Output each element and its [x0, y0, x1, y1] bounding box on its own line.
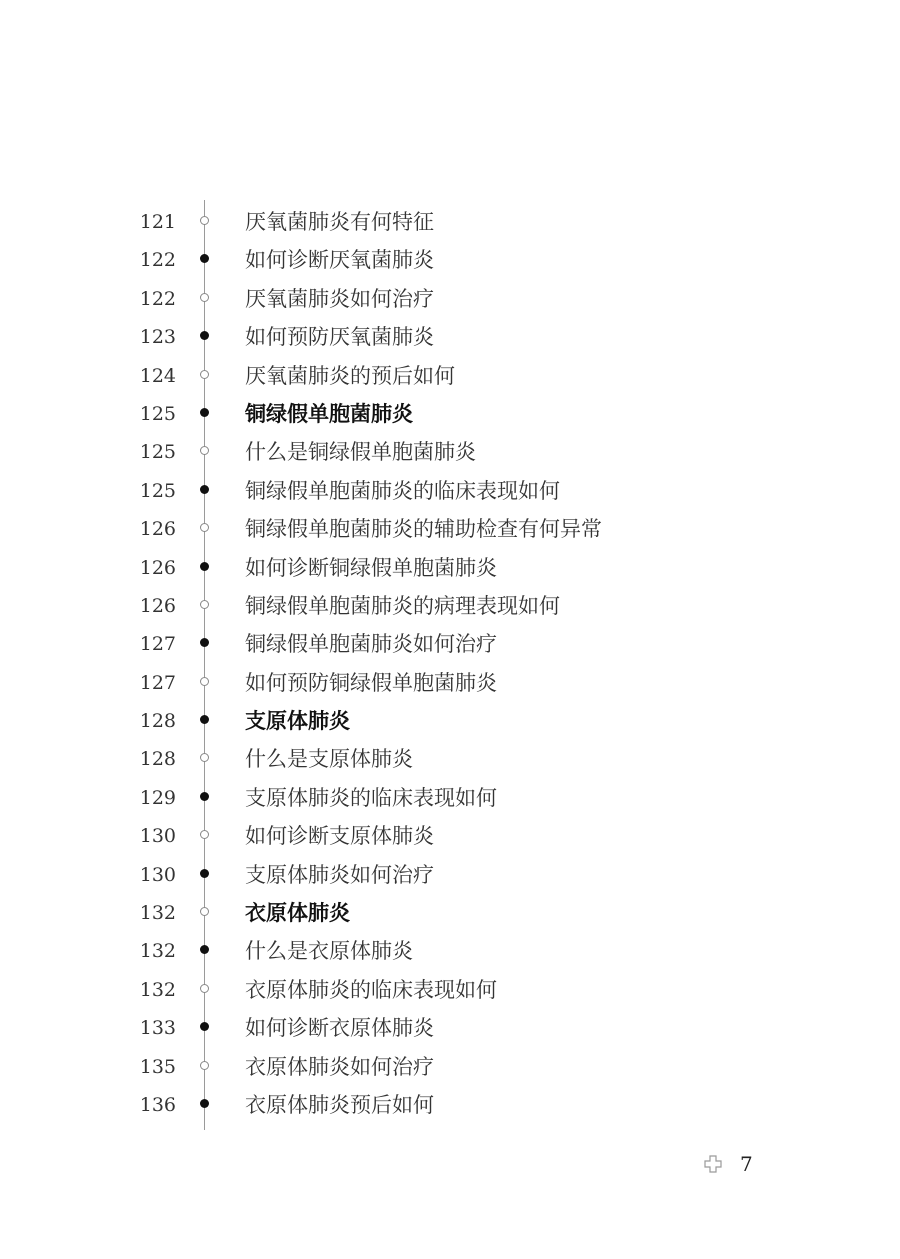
- entry-title: 铜绿假单胞菌肺炎的辅助检查有何异常: [245, 517, 602, 542]
- entry-title: 衣原体肺炎预后如何: [245, 1092, 434, 1117]
- open-dot-icon: [200, 753, 209, 762]
- toc-page-number: 127: [139, 671, 176, 694]
- entry-title: 厌氧菌肺炎如何治疗: [245, 286, 434, 311]
- entry-title: 衣原体肺炎如何治疗: [245, 1054, 434, 1079]
- toc-entry[interactable]: [0, 241, 900, 279]
- open-dot-icon: [200, 830, 209, 839]
- open-dot-icon: [200, 907, 209, 916]
- entry-title: 什么是铜绿假单胞菌肺炎: [245, 440, 476, 465]
- toc-entry[interactable]: [0, 664, 900, 702]
- toc-entry[interactable]: [0, 971, 900, 1009]
- entry-title: 厌氧菌肺炎的预后如何: [245, 363, 455, 388]
- toc-page-number: 122: [139, 287, 176, 310]
- entry-title: 支原体肺炎的临床表现如何: [245, 785, 497, 810]
- toc-page-number: 125: [139, 402, 176, 425]
- toc-page-number: 121: [139, 211, 176, 233]
- toc-page-number: 130: [139, 825, 176, 848]
- entry-title: 厌氧菌肺炎有何特征: [245, 210, 434, 234]
- entry-title: 如何诊断衣原体肺炎: [245, 1016, 434, 1041]
- open-dot-icon: [200, 446, 209, 455]
- toc-entry[interactable]: [0, 433, 900, 471]
- open-dot-icon: [200, 293, 209, 302]
- toc-page-number: 132: [139, 978, 176, 1001]
- filled-dot-icon: [200, 715, 209, 724]
- open-dot-icon: [200, 523, 209, 532]
- toc-page-number: 125: [139, 479, 176, 502]
- open-dot-icon: [200, 216, 209, 225]
- entry-title: 衣原体肺炎的临床表现如何: [245, 977, 497, 1002]
- entry-title: 如何诊断厌氧菌肺炎: [245, 248, 434, 273]
- toc-entry[interactable]: [0, 932, 900, 970]
- toc-entry[interactable]: [0, 779, 900, 817]
- toc-entry[interactable]: [0, 587, 900, 625]
- toc-entry[interactable]: [0, 817, 900, 855]
- toc-page-number: 128: [139, 748, 176, 771]
- toc-page-number: 135: [139, 1055, 176, 1078]
- open-dot-icon: [200, 1061, 209, 1070]
- section-title: 衣原体肺炎: [245, 901, 350, 926]
- filled-dot-icon: [200, 638, 209, 647]
- table-of-contents: [0, 203, 900, 1124]
- toc-page-number: 126: [139, 556, 176, 579]
- toc-page-number: 128: [139, 710, 176, 733]
- entry-title: 支原体肺炎如何治疗: [245, 862, 434, 887]
- filled-dot-icon: [200, 331, 209, 340]
- open-dot-icon: [200, 370, 209, 379]
- toc-entry[interactable]: [0, 740, 900, 778]
- filled-dot-icon: [200, 562, 209, 571]
- toc-page-number: 127: [139, 633, 176, 656]
- filled-dot-icon: [200, 254, 209, 263]
- toc-entry[interactable]: [0, 472, 900, 510]
- toc-page-number: 122: [139, 249, 176, 272]
- entry-title: 如何诊断支原体肺炎: [245, 824, 434, 849]
- toc-entry[interactable]: [0, 549, 900, 587]
- entry-title: 铜绿假单胞菌肺炎如何治疗: [245, 632, 497, 657]
- toc-entry[interactable]: [0, 1048, 900, 1086]
- entry-title: 铜绿假单胞菌肺炎的病理表现如何: [245, 593, 560, 618]
- toc-entry[interactable]: [0, 203, 900, 241]
- filled-dot-icon: [200, 792, 209, 801]
- toc-page-number: 132: [139, 940, 176, 963]
- toc-page-number: 126: [139, 518, 176, 541]
- toc-section-heading[interactable]: [0, 894, 900, 932]
- toc-entry[interactable]: [0, 1086, 900, 1124]
- toc-entry[interactable]: [0, 856, 900, 894]
- toc-page-number: 136: [139, 1093, 176, 1116]
- entry-title: 什么是支原体肺炎: [245, 747, 413, 772]
- entry-title: 如何预防厌氧菌肺炎: [245, 325, 434, 350]
- section-title: 铜绿假单胞菌肺炎: [245, 401, 413, 426]
- toc-page-number: 125: [139, 441, 176, 464]
- toc-entry[interactable]: [0, 357, 900, 395]
- toc-page-number: 124: [139, 364, 176, 387]
- filled-dot-icon: [200, 869, 209, 878]
- toc-entry[interactable]: [0, 625, 900, 663]
- toc-page-number: 129: [139, 786, 176, 809]
- filled-dot-icon: [200, 485, 209, 494]
- toc-entry[interactable]: [0, 510, 900, 548]
- toc-entry[interactable]: [0, 1009, 900, 1047]
- open-dot-icon: [200, 600, 209, 609]
- toc-entry[interactable]: [0, 280, 900, 318]
- entry-title: 如何诊断铜绿假单胞菌肺炎: [245, 555, 497, 580]
- section-title: 支原体肺炎: [245, 709, 350, 734]
- toc-page-number: 126: [139, 594, 176, 617]
- page-footer: [704, 1150, 753, 1178]
- toc-page-number: 133: [139, 1017, 176, 1040]
- open-dot-icon: [200, 984, 209, 993]
- filled-dot-icon: [200, 1099, 209, 1108]
- cross-icon: [704, 1155, 722, 1173]
- entry-title: 如何预防铜绿假单胞菌肺炎: [245, 670, 497, 695]
- filled-dot-icon: [200, 1022, 209, 1031]
- filled-dot-icon: [200, 408, 209, 417]
- toc-page-number: 123: [139, 326, 176, 349]
- entry-title: 什么是衣原体肺炎: [245, 939, 413, 964]
- toc-section-heading[interactable]: [0, 395, 900, 433]
- toc-page-number: 130: [139, 863, 176, 886]
- toc-entry[interactable]: [0, 318, 900, 356]
- filled-dot-icon: [200, 945, 209, 954]
- toc-page-number: 132: [139, 902, 176, 925]
- page-number: 7: [740, 1152, 753, 1176]
- toc-section-heading[interactable]: [0, 702, 900, 740]
- open-dot-icon: [200, 677, 209, 686]
- entry-title: 铜绿假单胞菌肺炎的临床表现如何: [245, 478, 560, 503]
